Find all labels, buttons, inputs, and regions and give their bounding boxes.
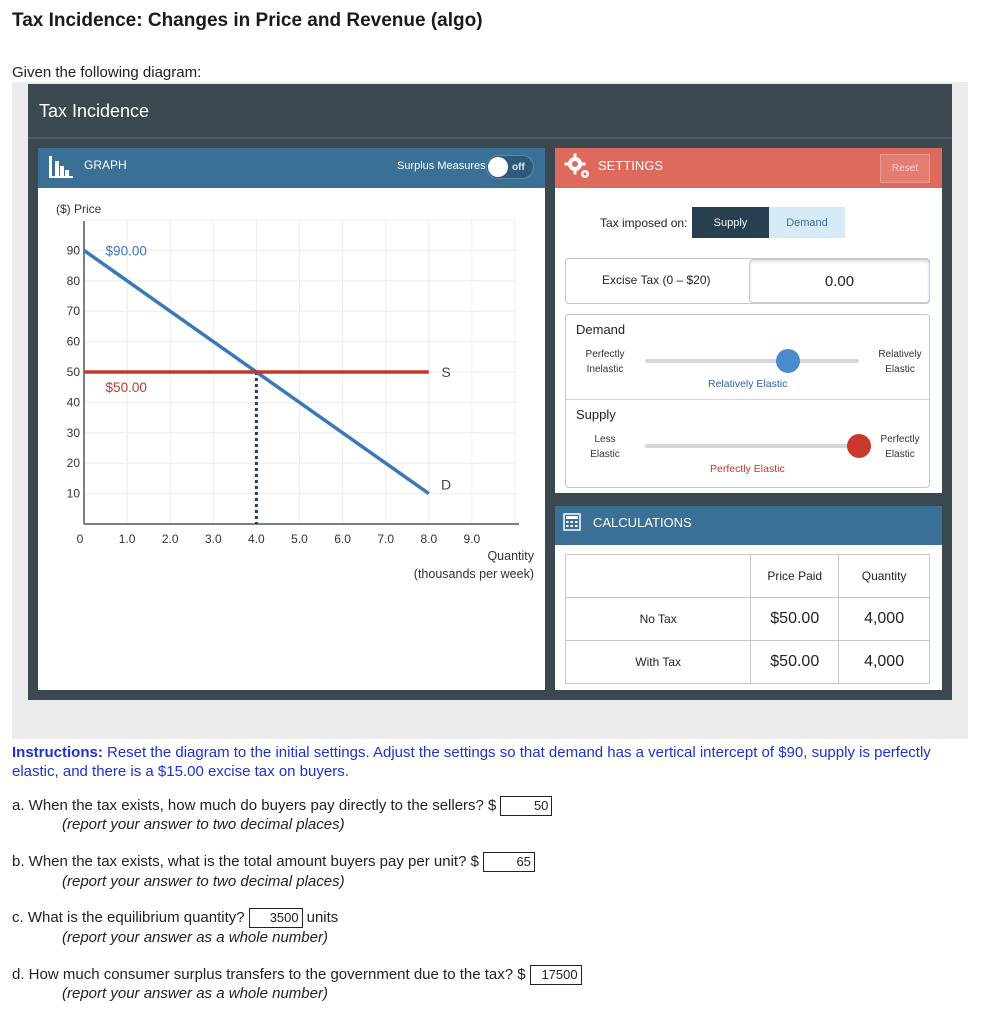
x-tick-label: 7.0 (377, 532, 395, 546)
y-tick-label: 90 (66, 243, 80, 258)
x-tick-label: 3.0 (204, 532, 222, 546)
question-c (12, 908, 338, 928)
supply-right-label-line1: Perfectly (880, 434, 920, 445)
question-b-note: (report your answer to two decimal places) (62, 873, 345, 890)
curve-marks (84, 243, 451, 524)
answer-d-field[interactable]: 17500 (530, 965, 582, 985)
instructions (12, 743, 952, 781)
question-c-suffix: units (306, 908, 339, 926)
y-tick-label: 50 (66, 365, 80, 379)
question-d (12, 965, 586, 985)
y-tick-label: 70 (66, 304, 80, 319)
y-tick-label: 20 (66, 456, 80, 471)
title-divider (28, 137, 952, 139)
tax-incidence-graph (38, 188, 545, 588)
page-title: Tax Incidence: Changes in Price and Revenue (algo) (12, 10, 483, 31)
excise-tax-input[interactable] (749, 259, 930, 303)
graph-label: GRAPH (84, 158, 127, 172)
settings-label: SETTINGS (598, 158, 664, 173)
table-corner-cell (566, 555, 751, 598)
question-a (12, 796, 556, 816)
demand-current-value: Relatively Elastic (708, 378, 788, 390)
answer-c-field[interactable]: 3500 (249, 908, 303, 928)
table-header-row (566, 555, 930, 598)
supply-elasticity-slider[interactable] (645, 444, 859, 448)
supply-left-label-line1: Less (594, 434, 616, 445)
supply-right-label (868, 432, 932, 462)
answer-b-field[interactable]: 65 (483, 852, 535, 872)
with-tax-quantity: 4,000 (839, 641, 930, 684)
x-tick-label: 8.0 (420, 532, 438, 546)
y-tick-label: 30 (66, 425, 80, 440)
demand-left-label-line2: Inelastic (586, 364, 624, 375)
x-tick-label: 4.0 (248, 532, 265, 546)
x-axis-label-line1: Quantity (487, 549, 534, 563)
tax-on-demand-button[interactable]: Demand (769, 207, 845, 238)
calculations-table (565, 554, 930, 684)
x-tick-label: 2.0 (161, 532, 179, 546)
table-row (566, 641, 930, 684)
surplus-toggle-knob[interactable] (488, 157, 508, 177)
question-b-prompt: b. When the tax exists, what is the total amount buyers pay per unit? $ (12, 852, 479, 870)
y-tick-labels (67, 243, 81, 500)
demand-section-title: Demand (576, 322, 626, 337)
row-label-with-tax: With Tax (566, 641, 751, 684)
excise-tax-label: Excise Tax (0 – $20) (602, 273, 711, 287)
x-tick-label: 9.0 (463, 532, 481, 546)
with-tax-price: $50.00 (751, 641, 839, 684)
surplus-measures-label: Surplus Measures (397, 160, 486, 172)
origin-label: 0 (76, 532, 84, 546)
demand-right-label-line1: Relatively (878, 349, 922, 360)
x-tick-label: 6.0 (334, 532, 351, 546)
y-tick-label: 40 (66, 395, 80, 410)
given-text: Given the following diagram: (12, 64, 202, 81)
supply-section-title: Supply (576, 407, 616, 422)
question-b (12, 852, 539, 872)
bar-chart-icon (47, 153, 75, 181)
tax-imposed-label: Tax imposed on: (600, 216, 688, 230)
price-annotation: $50.00 (105, 380, 147, 396)
quantity-header: Quantity (839, 555, 930, 598)
supply-right-label-line2: Elastic (885, 449, 915, 460)
no-tax-quantity: 4,000 (839, 598, 930, 641)
demand-elasticity-slider[interactable] (645, 359, 859, 363)
supply-left-label-line2: Elastic (590, 449, 620, 460)
x-tick-labels (119, 532, 481, 546)
question-c-note: (report your answer as a whole number) (62, 929, 328, 946)
calculations-label: CALCULATIONS (593, 515, 692, 530)
price-paid-header: Price Paid (751, 555, 839, 598)
x-tick-label: 1.0 (118, 532, 136, 546)
calculator-icon (563, 513, 581, 531)
answer-a-field[interactable]: 50 (500, 796, 552, 816)
row-label-no-tax: No Tax (566, 598, 751, 641)
x-axis-label-line2: (thousands per week) (413, 567, 534, 581)
instructions-text: Reset the diagram to the initial settings. Adjust the settings so that demand has a vertical intercept of $90, supply is perfectly elastic, and there is a $15.00 excise tax on buyers. (12, 744, 931, 780)
no-tax-price: $50.00 (751, 598, 839, 641)
instructions-lead: Instructions: (12, 744, 103, 761)
widget-title: Tax Incidence (39, 101, 150, 121)
demand-right-label-line2: Elastic (885, 364, 915, 375)
elasticity-divider (566, 399, 929, 400)
supply-left-label (576, 432, 634, 462)
demand-left-label (576, 347, 634, 377)
y-tick-label: 80 (66, 273, 80, 288)
supply-current-value: Perfectly Elastic (710, 463, 785, 475)
question-c-prompt: c. What is the equilibrium quantity? (12, 908, 245, 926)
y-axis-label: ($) Price (56, 202, 102, 216)
question-d-prompt: d. How much consumer surplus transfers to the government due to the tax? $ (12, 965, 526, 983)
curve-label-s: S (441, 364, 451, 380)
reset-button[interactable]: Reset (880, 154, 930, 183)
demand-left-label-line1: Perfectly (585, 349, 625, 360)
question-a-note: (report your answer to two decimal places) (62, 816, 345, 833)
y-tick-label: 10 (66, 486, 80, 501)
surplus-toggle-state: off (512, 162, 525, 173)
question-d-note: (report your answer as a whole number) (62, 985, 328, 1002)
price-annotation: $90.00 (105, 243, 147, 259)
question-a-prompt: a. When the tax exists, how much do buyers pay directly to the sellers? $ (12, 796, 497, 814)
y-tick-label: 60 (66, 334, 80, 349)
table-row (566, 598, 930, 641)
tax-on-supply-button[interactable]: Supply (692, 207, 769, 238)
x-tick-label: 5.0 (291, 532, 308, 546)
curve-label-d: D (440, 476, 452, 493)
supply-slider-handle[interactable] (847, 434, 871, 458)
demand-right-label (868, 347, 932, 377)
gear-icon (564, 152, 592, 180)
